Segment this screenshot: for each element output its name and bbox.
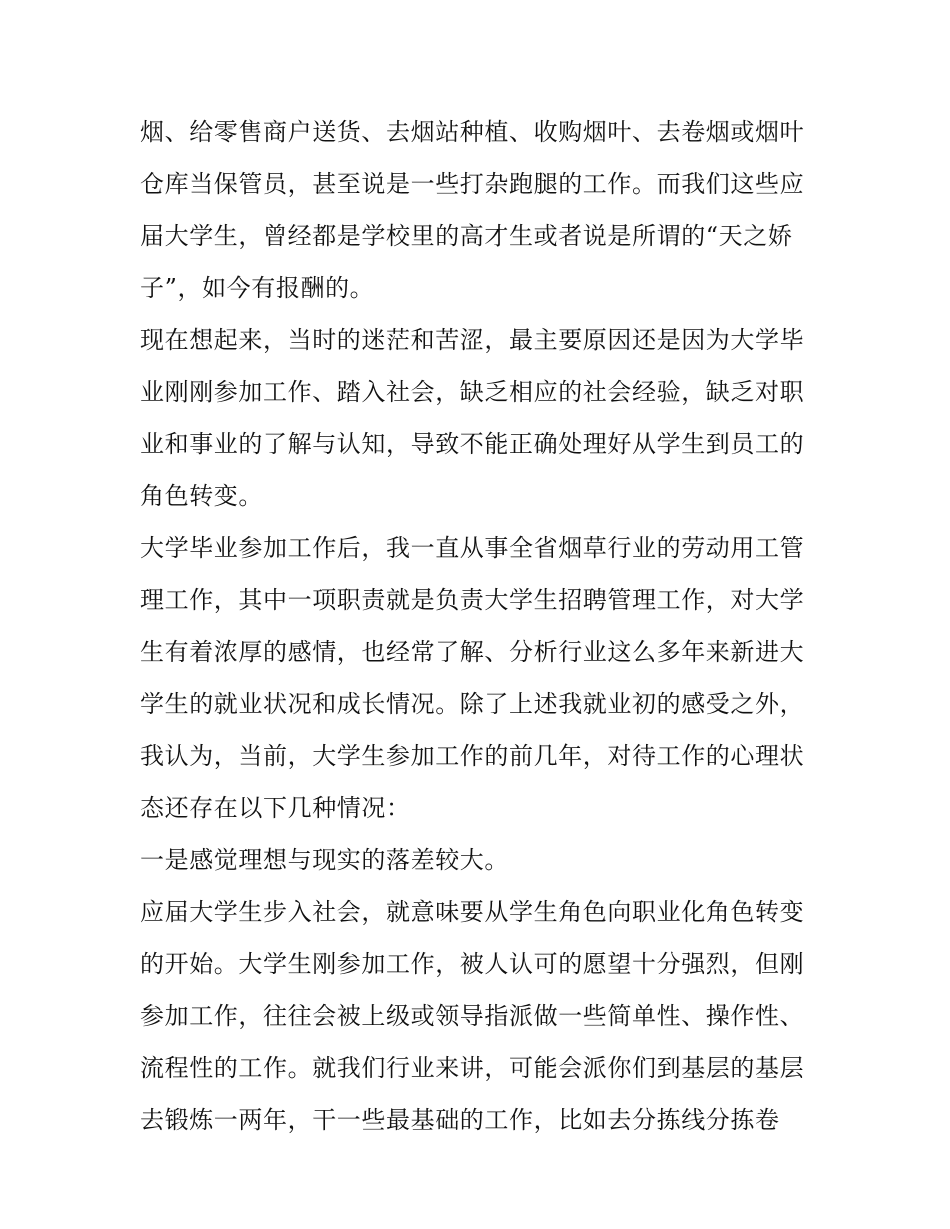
text-line: 角色转变。: [140, 482, 263, 510]
text-line: 大学毕业参加工作后，我一直从事全省烟草行业的劳动用工管: [140, 534, 805, 562]
text-line: 去锻炼一两年，干一些最基础的工作，比如去分拣线分拣卷: [140, 1106, 780, 1134]
text-line: 子”，如今有报酬的。: [140, 274, 375, 302]
text-line: 业刚刚参加工作、踏入社会，缺乏相应的社会经验，缺乏对职: [140, 378, 805, 406]
text-line: 学生的就业状况和成长情况。除了上述我就业初的感受之外，: [140, 690, 805, 718]
text-line: 的开始。大学生刚参加工作，被人认可的愿望十分强烈，但刚: [140, 950, 805, 978]
text-line: 应届大学生步入社会，就意味要从学生角色向职业化角色转变: [140, 898, 805, 926]
text-line: 现在想起来，当时的迷茫和苦涩，最主要原因还是因为大学毕: [140, 326, 805, 354]
text-line: 我认为，当前，大学生参加工作的前几年，对待工作的心理状: [140, 742, 805, 770]
text-line: 参加工作，往往会被上级或领导指派做一些简单性、操作性、: [140, 1002, 805, 1030]
text-line: 理工作，其中一项职责就是负责大学生招聘管理工作，对大学: [140, 586, 805, 614]
text-line: 一是感觉理想与现实的落差较大。: [140, 846, 509, 874]
text-line: 流程性的工作。就我们行业来讲，可能会派你们到基层的基层: [140, 1054, 805, 1082]
text-line: 业和事业的了解与认知，导致不能正确处理好从学生到员工的: [140, 430, 805, 458]
text-line: 态还存在以下几种情况：: [140, 794, 411, 822]
text-line: 届大学生，曾经都是学校里的高才生或者说是所谓的“天之娇: [140, 222, 793, 250]
text-line: 烟、给零售商户送货、去烟站种植、收购烟叶、去卷烟或烟叶: [140, 118, 805, 146]
text-line: 仓库当保管员，甚至说是一些打杂跑腿的工作。而我们这些应: [140, 170, 805, 198]
document-body: [140, 106, 820, 1146]
text-line: 生有着浓厚的感情，也经常了解、分析行业这么多年来新进大: [140, 638, 805, 666]
